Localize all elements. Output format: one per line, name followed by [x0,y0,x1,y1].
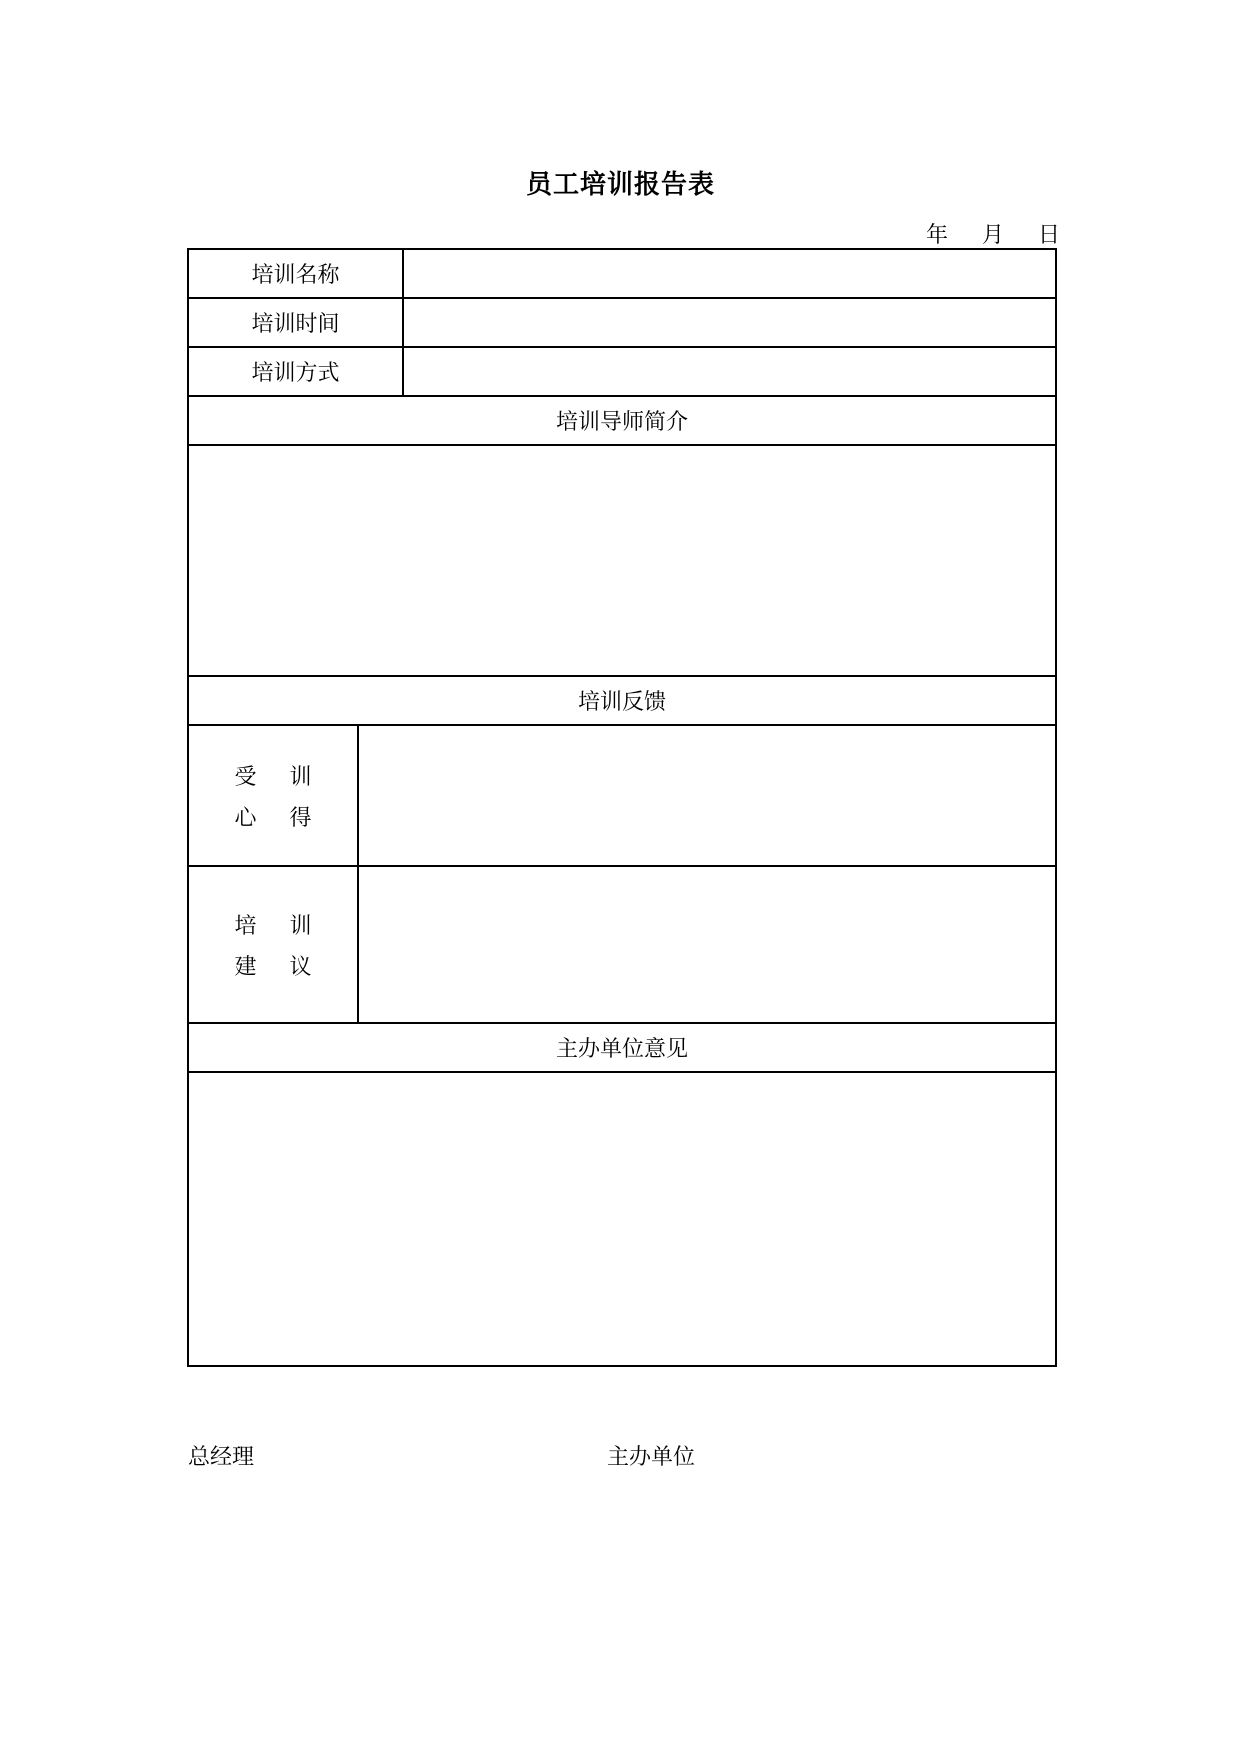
suggestion-field[interactable] [358,866,1056,1023]
page-title: 员工培训报告表 [525,170,715,200]
experience-label [188,725,358,866]
date-year-label: 年 [925,223,948,248]
date-day-label: 日 [1037,223,1060,248]
organizer-opinion-field[interactable] [188,1072,1056,1366]
manager-signature-label: 总经理 [188,1445,255,1470]
suggestion-label-char: 培 [234,913,257,939]
training-method-field[interactable] [403,347,1056,396]
date-line [926,218,1060,249]
suggestion-label-char: 建 [234,954,257,980]
organizer-signature-label: 主办单位 [607,1445,696,1470]
training-time-field[interactable] [403,298,1056,347]
report-table [187,248,1057,1367]
suggestion-label-char: 训 [289,913,312,939]
date-month-label: 月 [981,223,1004,248]
experience-label-char: 得 [289,805,312,831]
suggestion-label-char: 议 [289,954,312,980]
training-name-field[interactable] [403,249,1056,298]
training-time-label: 培训时间 [188,298,403,347]
instructor-intro-field[interactable] [188,445,1056,676]
experience-label-char: 心 [234,805,257,831]
feedback-heading: 培训反馈 [188,676,1056,725]
instructor-intro-heading: 培训导师简介 [188,396,1056,445]
suggestion-label [188,866,358,1023]
experience-label-char: 受 [234,764,257,790]
experience-field[interactable] [358,725,1056,866]
training-method-label: 培训方式 [188,347,403,396]
experience-label-char: 训 [289,764,312,790]
organizer-opinion-heading: 主办单位意见 [188,1023,1056,1072]
training-name-label: 培训名称 [188,249,403,298]
